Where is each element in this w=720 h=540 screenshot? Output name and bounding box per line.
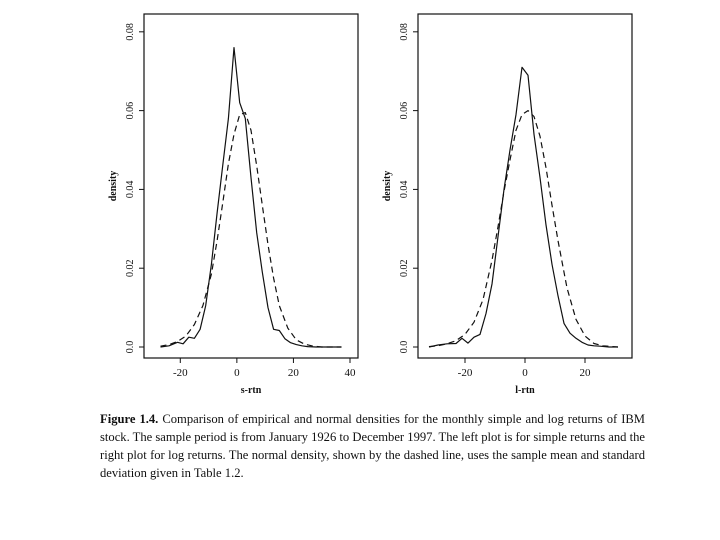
y-tick-label: 0.04 bbox=[399, 180, 410, 199]
x-tick-label: 20 bbox=[287, 367, 299, 379]
y-tick-label: 0.06 bbox=[125, 101, 136, 120]
plot-frame bbox=[418, 14, 632, 358]
x-tick-label: -20 bbox=[172, 367, 188, 379]
caption-lead: Figure 1.4. bbox=[100, 412, 159, 426]
x-tick-label: 40 bbox=[344, 367, 356, 379]
y-tick-label: 0.06 bbox=[399, 101, 410, 120]
normal-density-dashed-line bbox=[161, 113, 342, 347]
right-panel-log-returns bbox=[382, 14, 632, 396]
y-tick-label: 0.08 bbox=[399, 23, 410, 41]
y-tick-label: 0.0 bbox=[125, 340, 136, 354]
y-tick-label: 0.04 bbox=[125, 180, 136, 199]
caption-text: Comparison of empirical and normal densities for the monthly simple and log returns of IBM stock. The sample period is from January 1926 to December 1997. The left plot is for simple returns and the right plot for log returns. The normal density, shown by the dashed line, uses the sample mean and standard deviation given in Table 1.2. bbox=[100, 412, 646, 480]
left-panel-simple-returns bbox=[108, 14, 358, 396]
y-tick-label: 0.02 bbox=[125, 259, 136, 277]
x-tick-label: 0 bbox=[522, 367, 528, 379]
y-tick-label: 0.08 bbox=[125, 23, 136, 41]
x-tick-label: 0 bbox=[234, 367, 240, 379]
x-tick-label: 20 bbox=[579, 367, 591, 379]
y-tick-label: 0.02 bbox=[399, 259, 410, 277]
empirical-density-solid-line bbox=[429, 67, 618, 347]
figure-caption bbox=[100, 410, 645, 482]
x-axis-label: l-rtn bbox=[515, 385, 535, 396]
empirical-density-solid-line bbox=[161, 48, 342, 347]
y-axis-label: density bbox=[382, 170, 393, 202]
x-axis-label: s-rtn bbox=[240, 385, 262, 396]
plot-frame bbox=[144, 14, 358, 358]
y-tick-label: 0.0 bbox=[399, 340, 410, 354]
normal-density-dashed-line bbox=[429, 111, 618, 347]
x-tick-label: -20 bbox=[457, 367, 473, 379]
y-axis-label: density bbox=[108, 170, 119, 202]
